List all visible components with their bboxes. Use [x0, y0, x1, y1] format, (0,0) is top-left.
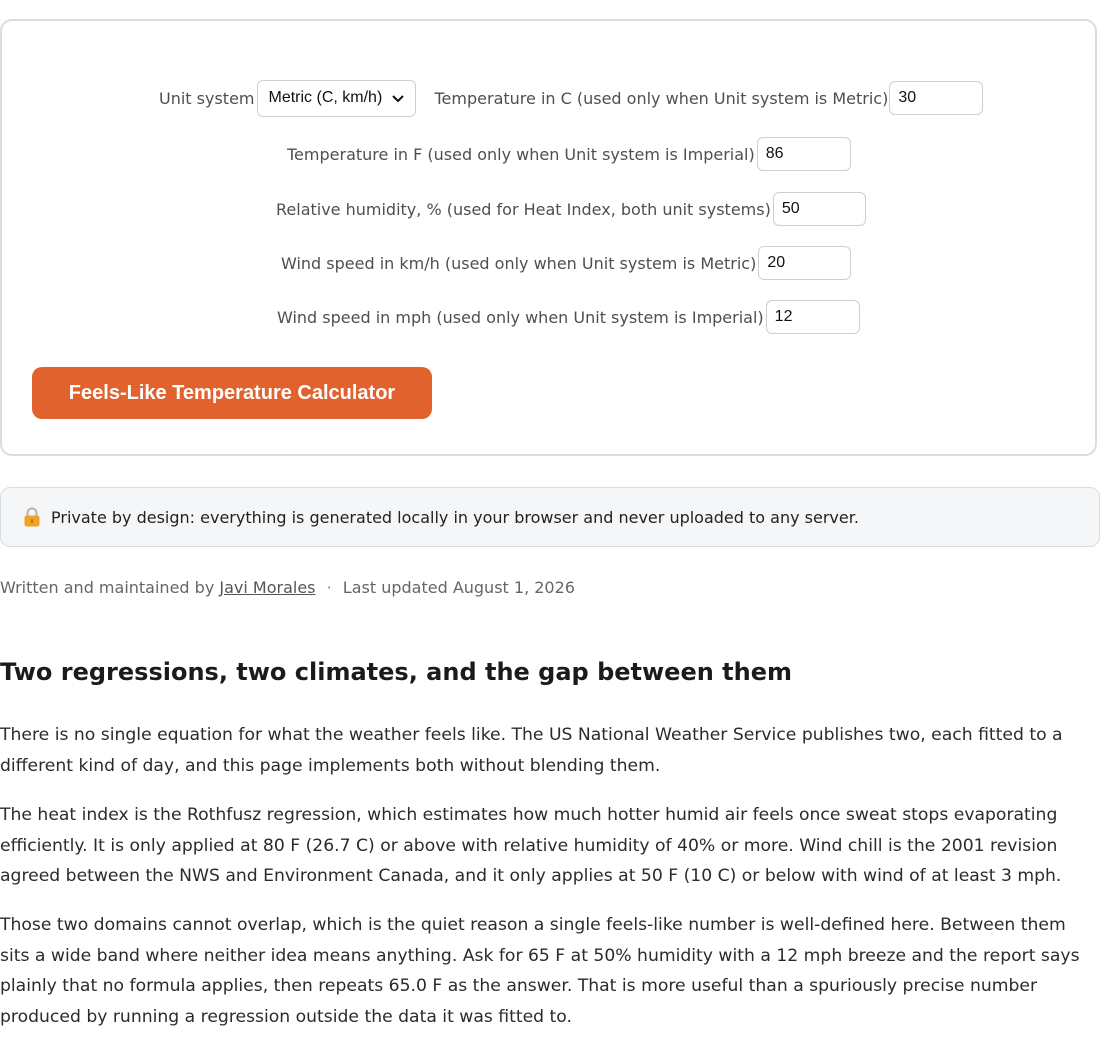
- calculator-panel: [0, 19, 1097, 456]
- privacy-text: Private by design: everything is generated locally in your browser and never uploaded to any server.: [51, 507, 859, 527]
- unit-system-label: Unit system: [159, 88, 255, 108]
- row-humidity: [276, 191, 866, 227]
- humidity-input[interactable]: [773, 192, 866, 226]
- article-paragraph-1: There is no single equation for what the weather feels like. The US National Weather Service publishes two, each fitted to a different kind of day, and this page implements both without blending them.: [0, 725, 1063, 776]
- author-link[interactable]: Javi Morales: [219, 578, 316, 597]
- row-wind-mph: [277, 299, 860, 335]
- privacy-notice: [0, 487, 1100, 547]
- article-heading: Two regressions, two climates, and the gap between them: [0, 658, 793, 686]
- article-paragraph-3: Those two domains cannot overlap, which is the quiet reason a single feels-like number is well-defined here. Between them sits a wide band where neither idea means anything. Ask for 65 F at 50% humidity with a 12 mph breeze and the report says plainly that no formula applies, then repeats 65.0 F as the answer. That is more useful than a spuriously precise number produced by running a regression outside the data it was fitted to.: [0, 915, 1080, 1027]
- chevron-down-icon: [391, 91, 405, 105]
- last-updated: Last updated August 1, 2026: [342, 578, 575, 597]
- article-paragraph-2: The heat index is the Rothfusz regression, which estimates how much hotter humid air feels once sweat stops evaporating efficiently. It is only applied at 80 F (26.7 C) or above with relative humidity of 40% or more. Wind chill is the 2001 revision agreed between the NWS and Environment Canada, and it only applies at 50 F (10 C) or below with wind of at least 3 mph.: [0, 805, 1062, 886]
- row-wind-kmh: [281, 245, 851, 281]
- temp-c-input[interactable]: [889, 81, 983, 115]
- unit-system-value: Metric (C, km/h): [268, 89, 383, 106]
- temp-c-label: Temperature in C (used only when Unit system is Metric): [434, 88, 889, 108]
- wind-mph-input[interactable]: [766, 300, 860, 334]
- temp-f-input[interactable]: [757, 137, 851, 171]
- unit-system-select[interactable]: [257, 80, 416, 117]
- row-temp-f: [287, 136, 851, 172]
- lock-icon: [23, 507, 41, 527]
- wind-kmh-input[interactable]: [758, 246, 851, 280]
- row-unit-and-temp-c: [159, 80, 983, 116]
- temp-f-label: Temperature in F (used only when Unit system is Imperial): [287, 144, 755, 164]
- byline-prefix: Written and maintained by: [0, 578, 215, 597]
- byline-separator: ·: [326, 578, 332, 597]
- wind-mph-label: Wind speed in mph (used only when Unit system is Imperial): [277, 307, 764, 327]
- byline: [0, 578, 575, 597]
- calculate-button[interactable]: Feels-Like Temperature Calculator: [32, 367, 432, 419]
- wind-kmh-label: Wind speed in km/h (used only when Unit system is Metric): [281, 253, 757, 273]
- humidity-label: Relative humidity, % (used for Heat Index, both unit systems): [276, 199, 771, 219]
